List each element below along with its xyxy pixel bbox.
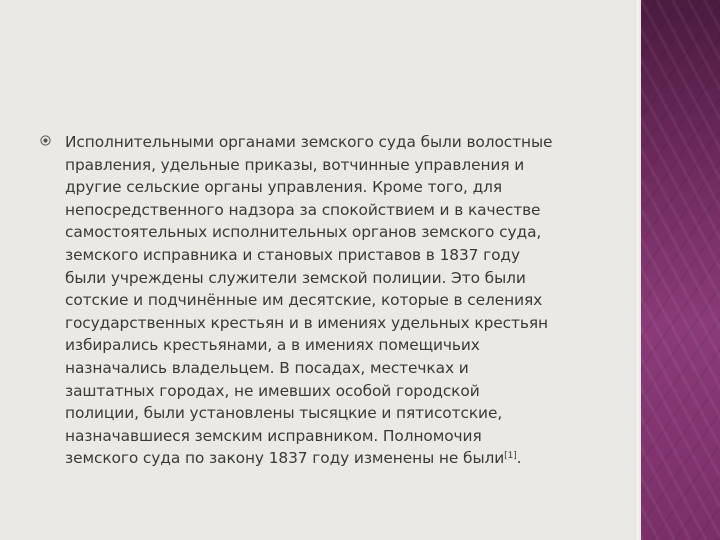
circled-dot-icon — [40, 135, 51, 146]
paragraph-line: назначавшиеся земским исправником. Полномочия — [65, 426, 482, 445]
decorative-side-panel — [641, 0, 720, 540]
paragraph-line: Исполнительными органами земского суда были волостные — [65, 133, 553, 151]
paragraph-line: другие сельские органы управления. Кроме того, для — [65, 178, 503, 197]
paragraph-line: самостоятельных исполнительных органов земского суда, — [65, 223, 542, 242]
paragraph-line: полиции, были установлены тысяцкие и пятисотские, — [65, 404, 503, 423]
paragraph-line: сотские и подчинённые им десятские, которые в селениях — [65, 291, 543, 310]
paragraph-line: были учреждены служители земской полиции. Это были — [65, 268, 526, 287]
end-punctuation: . — [516, 449, 522, 468]
paragraph-line: государственных крестьян и в имениях удельных крестьян — [65, 313, 548, 332]
paragraph-line-text: земского суда по закону 1837 году изменены не были — [65, 449, 505, 468]
paragraph-line: непосредственного надзора за спокойствием и в качестве — [65, 200, 541, 219]
paragraph-line: земского исправника и становых приставов в 1837 году — [65, 245, 520, 264]
paragraph-line: правления, удельные приказы, вотчинные управления и — [65, 155, 525, 174]
panel-divider — [637, 0, 639, 540]
body-paragraph — [65, 131, 625, 470]
paragraph-line: заштатных городах, не имевших особой городской — [65, 381, 480, 400]
paragraph-line: избирались крестьянами, а в имениях помещичьих — [65, 336, 480, 355]
paragraph-line: назначались владельцем. В посадах, местечках и — [65, 358, 469, 377]
paragraph-last-line — [65, 447, 625, 470]
footnote-reference[interactable]: [1] — [504, 451, 517, 462]
